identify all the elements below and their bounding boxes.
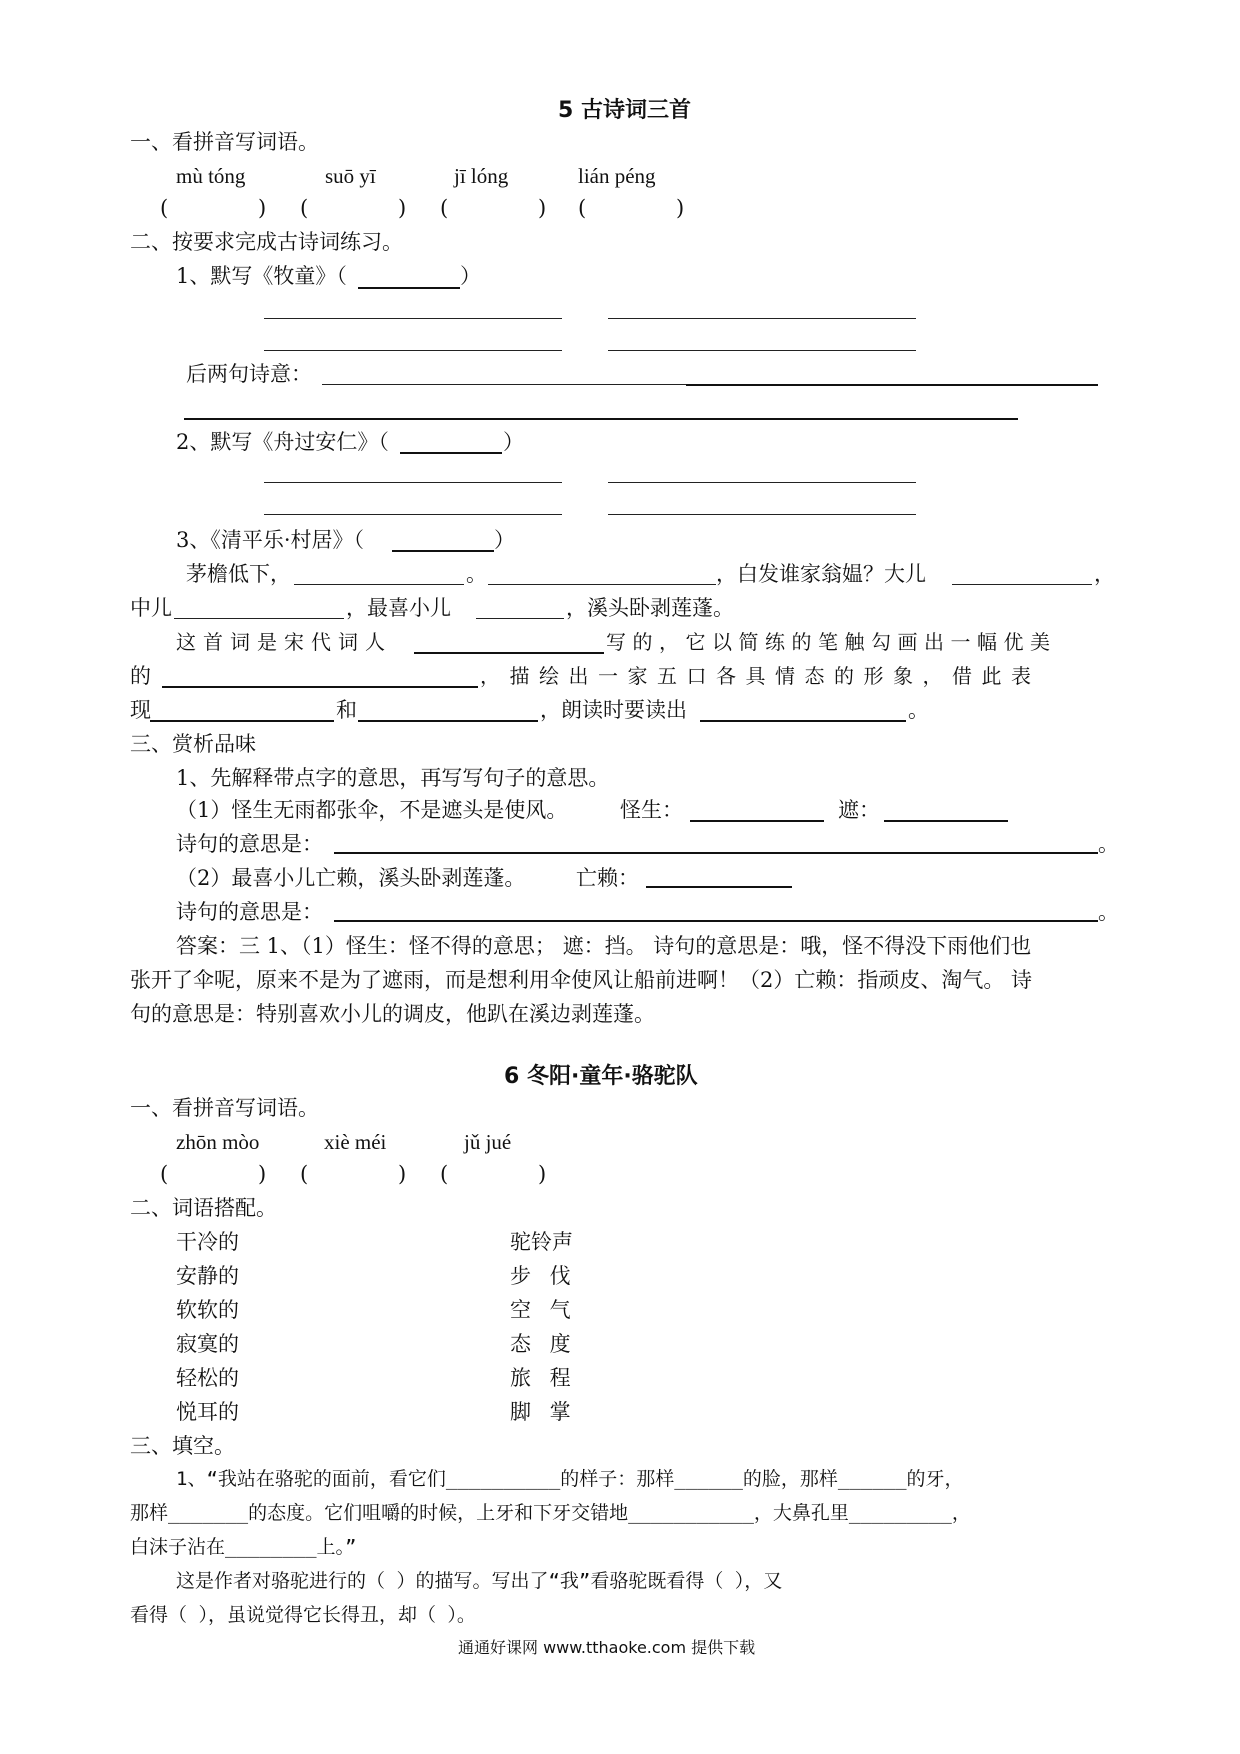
blank-line (608, 350, 916, 351)
blank-line (184, 418, 1018, 420)
question-text: 现 (130, 698, 151, 722)
blank-line (686, 384, 1098, 386)
question-text: 写的，它以简练的笔触勾画出一幅优美 (606, 630, 1057, 654)
answer-bracket-open: ( (300, 196, 309, 220)
match-right-item: 步 伐 (510, 1264, 571, 1288)
match-right-item: 驼铃声 (510, 1230, 573, 1254)
poem-text: ，溪头卧剥莲蓬。 (566, 596, 734, 620)
poem-text: ， (1094, 562, 1115, 586)
answer-bracket-open: ( (578, 196, 587, 220)
fill-line: 那样_______的态度。它们咀嚼的时候，上牙和下牙交错地___________，大鼻孔里_________， (130, 1502, 971, 1524)
question-text: 和 (336, 698, 357, 722)
s5-q2-heading: 二、按要求完成古诗词练习。 (130, 230, 403, 254)
blank-line (264, 350, 562, 351)
pinyin-word: zhōn mòo (176, 1130, 260, 1154)
blank-line (150, 720, 334, 722)
pinyin-word: mù tóng (176, 164, 246, 188)
question-text: ，朗读时要读出 (540, 698, 687, 722)
match-left-item: 轻松的 (176, 1366, 239, 1390)
poem-text: ，白发谁家翁媪？大儿 (716, 562, 926, 586)
blank-line (400, 452, 502, 454)
poem-text: 茅檐低下， (186, 562, 291, 586)
question-text: 这首词是宋代词人 (176, 630, 392, 654)
blank-line (294, 584, 464, 585)
meaning-label: 诗句的意思是： (176, 900, 323, 924)
answer-text: 句的意思是：特别喜欢小儿的调皮，他趴在溪边剥莲蓬。 (130, 1002, 655, 1026)
match-right-item: 旅 程 (510, 1366, 571, 1390)
blank-line (608, 318, 916, 319)
pinyin-word: lián péng (578, 164, 656, 188)
sentence-2: （2）最喜小儿亡赖，溪头卧剥莲蓬。 (176, 866, 526, 890)
pinyin-word: jǔ jué (464, 1130, 512, 1154)
period: 。 (1098, 900, 1119, 924)
meaning-label: 诗句的意思是： (176, 832, 323, 856)
answer-bracket-close: ) (258, 1162, 267, 1186)
answer-bracket-open: ( (440, 1162, 449, 1186)
blank-line (358, 720, 538, 722)
poem-text: ，最喜小儿 (346, 596, 451, 620)
s6-q2-heading: 二、词语搭配。 (130, 1196, 277, 1220)
blank-line (174, 618, 344, 619)
meaning-label: 后两句诗意： (186, 362, 312, 386)
pinyin-word: suō yī (325, 164, 376, 188)
period: 。 (1098, 832, 1119, 856)
match-right-item: 空 气 (510, 1298, 571, 1322)
blank-line (392, 550, 494, 552)
question-text: 。 (908, 698, 929, 722)
s5-q2-item1: 1、默写《牧童》（ (176, 264, 347, 288)
paren-close: ） (503, 430, 524, 454)
answer-bracket-close: ) (538, 196, 547, 220)
answer-text: 答案：三 1、（1）怪生：怪不得的意思； 遮：挡。 诗句的意思是：哦，怪不得没下雨他们也 (176, 934, 1032, 958)
blank-line (414, 652, 604, 654)
blank-line (322, 384, 686, 385)
s5-q1-heading: 一、看拼音写词语。 (130, 130, 319, 154)
answer-bracket-close: ) (538, 1162, 547, 1186)
match-left-item: 寂寞的 (176, 1332, 239, 1356)
blank-line (334, 852, 1098, 854)
blank-line (952, 584, 1092, 585)
s6-q3-heading: 三、填空。 (130, 1434, 235, 1458)
question-text: ，描绘出一家五口各具情态的形象，借此表 (480, 664, 1041, 688)
word-label: 怪生： (620, 798, 683, 822)
blank-line (646, 886, 792, 888)
answer-text: 张开了伞呢，原来不是为了遮雨，而是想利用伞使风让船前进啊！（2）亡赖：指顽皮、淘气。 诗 (130, 968, 1033, 992)
answer-bracket-close: ) (676, 196, 685, 220)
fill-line: 1、“我站在骆驼的面前，看它们__________的样子：那样______的脸，那样______的牙， (176, 1468, 964, 1490)
blank-line (884, 820, 1008, 822)
sentence-1: （1）怪生无雨都张伞，不是遮头是使风。 (176, 798, 568, 822)
blank-line (264, 482, 562, 483)
match-right-item: 脚 掌 (510, 1400, 571, 1424)
blank-line (608, 482, 916, 483)
poem-text: 。 (466, 562, 487, 586)
blank-line (476, 618, 564, 619)
section-6-title: 6 冬阳·童年·骆驼队 (504, 1064, 698, 1089)
answer-bracket-open: ( (440, 196, 449, 220)
fill-line: 看得（ ），虽说觉得它长得丑，却（ ）。 (130, 1604, 476, 1626)
s5-q3-instruction: 1、先解释带点字的意思，再写写句子的意思。 (176, 766, 610, 790)
answer-bracket-close: ) (398, 196, 407, 220)
s5-q3-heading: 三、赏析品味 (130, 732, 256, 756)
s5-q2-item2: 2、默写《舟过安仁》（ (176, 430, 389, 454)
blank-line (358, 287, 460, 289)
section-5-title: 5 古诗词三首 (558, 98, 691, 123)
blank-line (608, 514, 916, 515)
answer-bracket-open: ( (160, 1162, 169, 1186)
answer-bracket-close: ) (258, 196, 267, 220)
s6-q1-heading: 一、看拼音写词语。 (130, 1096, 319, 1120)
answer-bracket-open: ( (160, 196, 169, 220)
fill-line: 白沫子沾在________上。” (130, 1536, 357, 1558)
blank-line (488, 584, 716, 585)
blank-line (264, 514, 562, 515)
paren-close: ） (494, 528, 515, 552)
pinyin-word: jī lóng (454, 164, 509, 188)
match-left-item: 悦耳的 (176, 1400, 239, 1424)
match-right-item: 态 度 (510, 1332, 571, 1356)
s5-q2-item3: 3、《清平乐·村居》（ (176, 528, 365, 552)
blank-line (162, 686, 478, 688)
word-label: 遮： (838, 798, 880, 822)
fill-line: 这是作者对骆驼进行的（ ）的描写。写出了“我”看骆驼既看得（ ），又 (176, 1570, 783, 1592)
blank-line (264, 318, 562, 319)
answer-bracket-open: ( (300, 1162, 309, 1186)
match-left-item: 安静的 (176, 1264, 239, 1288)
paren-close: ） (460, 264, 481, 288)
answer-bracket-close: ) (398, 1162, 407, 1186)
blank-line (690, 820, 824, 822)
blank-line (334, 920, 1098, 922)
match-left-item: 软软的 (176, 1298, 239, 1322)
pinyin-word: xiè méi (324, 1130, 387, 1154)
question-text: 的 (130, 664, 151, 688)
poem-text: 中儿 (130, 596, 172, 620)
blank-line (700, 720, 906, 722)
word-label: 亡赖： (576, 866, 639, 890)
footer-text: 通通好课网 www.tthaoke.com 提供下载 (458, 1638, 756, 1657)
match-left-item: 干冷的 (176, 1230, 239, 1254)
